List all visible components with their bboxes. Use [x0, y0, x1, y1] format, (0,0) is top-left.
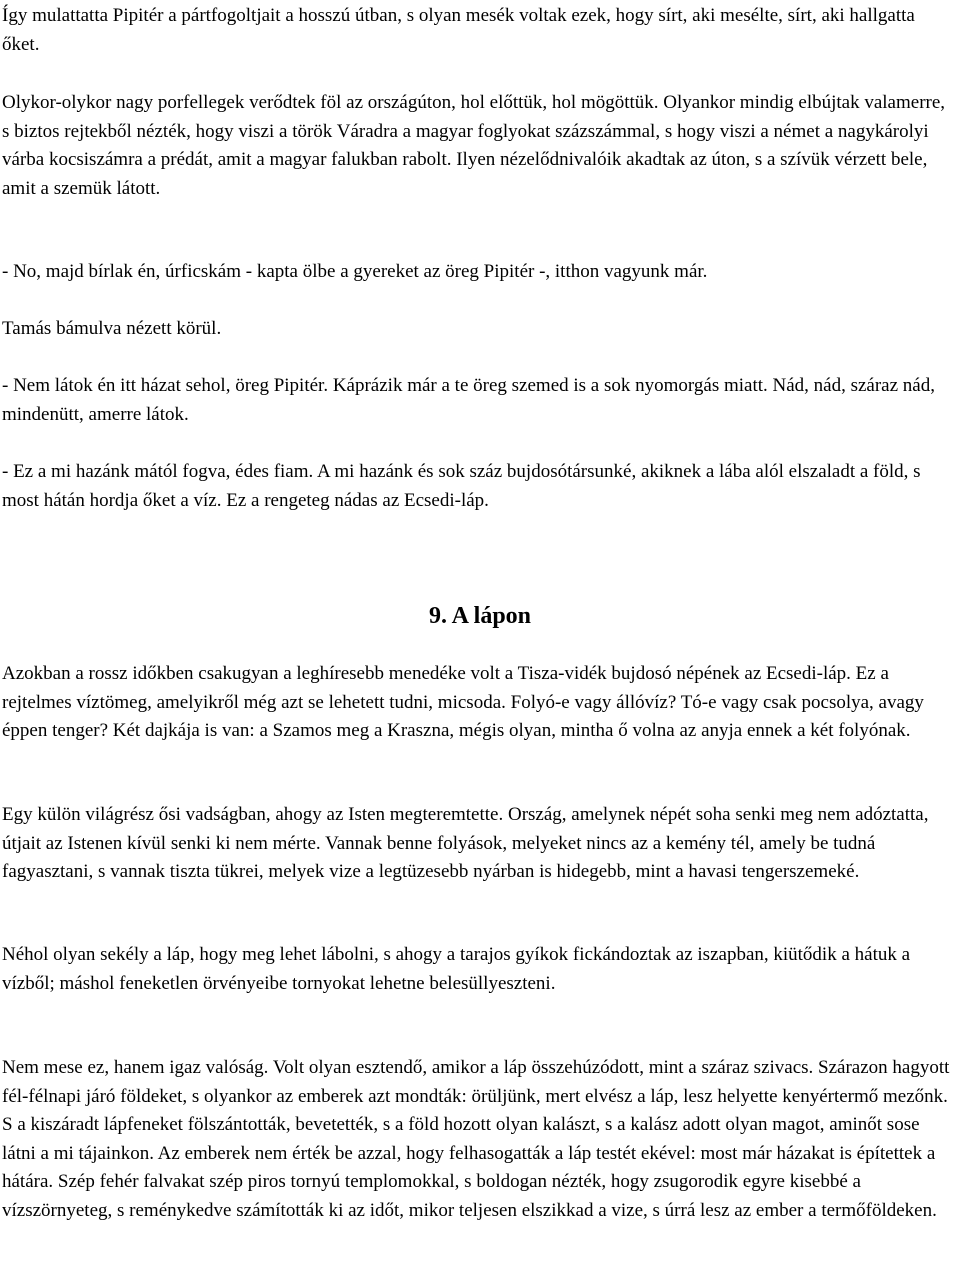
paragraph: - Ez a mi hazánk mától fogva, édes fiam. A mi hazánk és sok száz bujdosótársunké, akiknek a lába alól elszaladt a föld, s most hátán hordja őket a víz. Ez a rengeteg nádas az Ecsedi-láp. [2, 461, 921, 511]
paragraph: - Nem látok én itt házat sehol, öreg Pipitér. Káprázik már a te öreg szemed is a sok nyomorgás miatt. Nád, nád, száraz nád, mindenütt, amerre látok. [2, 375, 935, 425]
paragraph: Nem mese ez, hanem igaz valóság. Volt olyan esztendő, amikor a láp összehúzódott, mint a száraz szivacs. Szárazon hagyott fél-félnapi járó földeket, s olyankor az emberek azt mondták: örüljünk, mert elvész a láp, lesz helyette kenyértermő mezőnk. S a kiszáradt lápfeneket fölszántották, bevetették, s a föld hozott olyan kalászt, s a kalász adott olyan magot, aminőt sose látni a mi tájainkon. Az emberek nem érték be azzal, hogy felhasogatták a láp testét ekével: most már házakat is építettek a hátára. Szép fehér falvakat szép piros tornyú templomokkal, s boldogan nézték, hogy zsugorodik egyre kisebbé a vízszörnyeteg, s reménykedve számították ki az időt, mikor teljesen elszikkad a vize, s úrrá lesz az ember a termőföldeken. [2, 1057, 950, 1221]
chapter-title: 9. A lápon [428, 603, 532, 629]
paragraph: - No, majd bírlak én, úrficskám - kapta ölbe a gyereket az öreg Pipitér -, itthon vagyunk már. [2, 261, 708, 282]
paragraph: Olykor-olykor nagy porfellegek verődtek föl az országúton, hol előttük, hol mögöttük. Olyankor mindig elbújtak valamerre, s biztos rejtekből nézték, hogy viszi a török Váradra a magyar foglyokat százszámmal, s hogy viszi a német a nagykárolyi várba kocsiszámra a prédát, amit a magyar falukban rabolt. Ilyen nézelődnivalóik akadtak az úton, s a szívük vérzett bele, amit a szemük látott. [2, 92, 946, 199]
paragraph: Tamás bámulva nézett körül. [2, 318, 222, 339]
paragraph: Azokban a rossz időkben csakugyan a leghíresebb menedéke volt a Tisza-vidék bujdosó népének az Ecsedi-láp. Ez a rejtelmes víztömeg, amelyikről még azt se lehetett tudni, micsoda. Folyó-e vagy állóvíz? Tó-e vagy csak pocsolya, avagy éppen tenger? Két dajkája is van: a Szamos meg a Kraszna, mégis olyan, mintha ő volna az anyja ennek a két folyónak. [2, 663, 924, 742]
paragraph: Néhol olyan sekély a láp, hogy meg lehet lábolni, s ahogy a tarajos gyíkok fickándoztak az iszapban, kiütődik a hátuk a vízből; máshol feneketlen örvényeibe tornyokat lehetne belesüllyeszteni. [2, 944, 911, 994]
paragraph: Így mulattatta Pipitér a pártfogoltjait a hosszú útban, s olyan mesék voltak ezek, hogy sírt, aki mesélte, sírt, aki hallgatta őket. [2, 5, 915, 55]
paragraph: Egy külön világrész ősi vadságban, ahogy az Isten megteremtette. Ország, amelynek népét soha senki meg nem adóztatta, útjait az Istenen kívül senki ki nem mérte. Vannak benne folyások, melyeket nincs az a kemény tél, amely be tudná fagyasztani, s vannak tiszta tükrei, melyek vize a legtüzesebb nyárban is hidegebb, mint a havasi tengerszemeké. [2, 804, 929, 883]
